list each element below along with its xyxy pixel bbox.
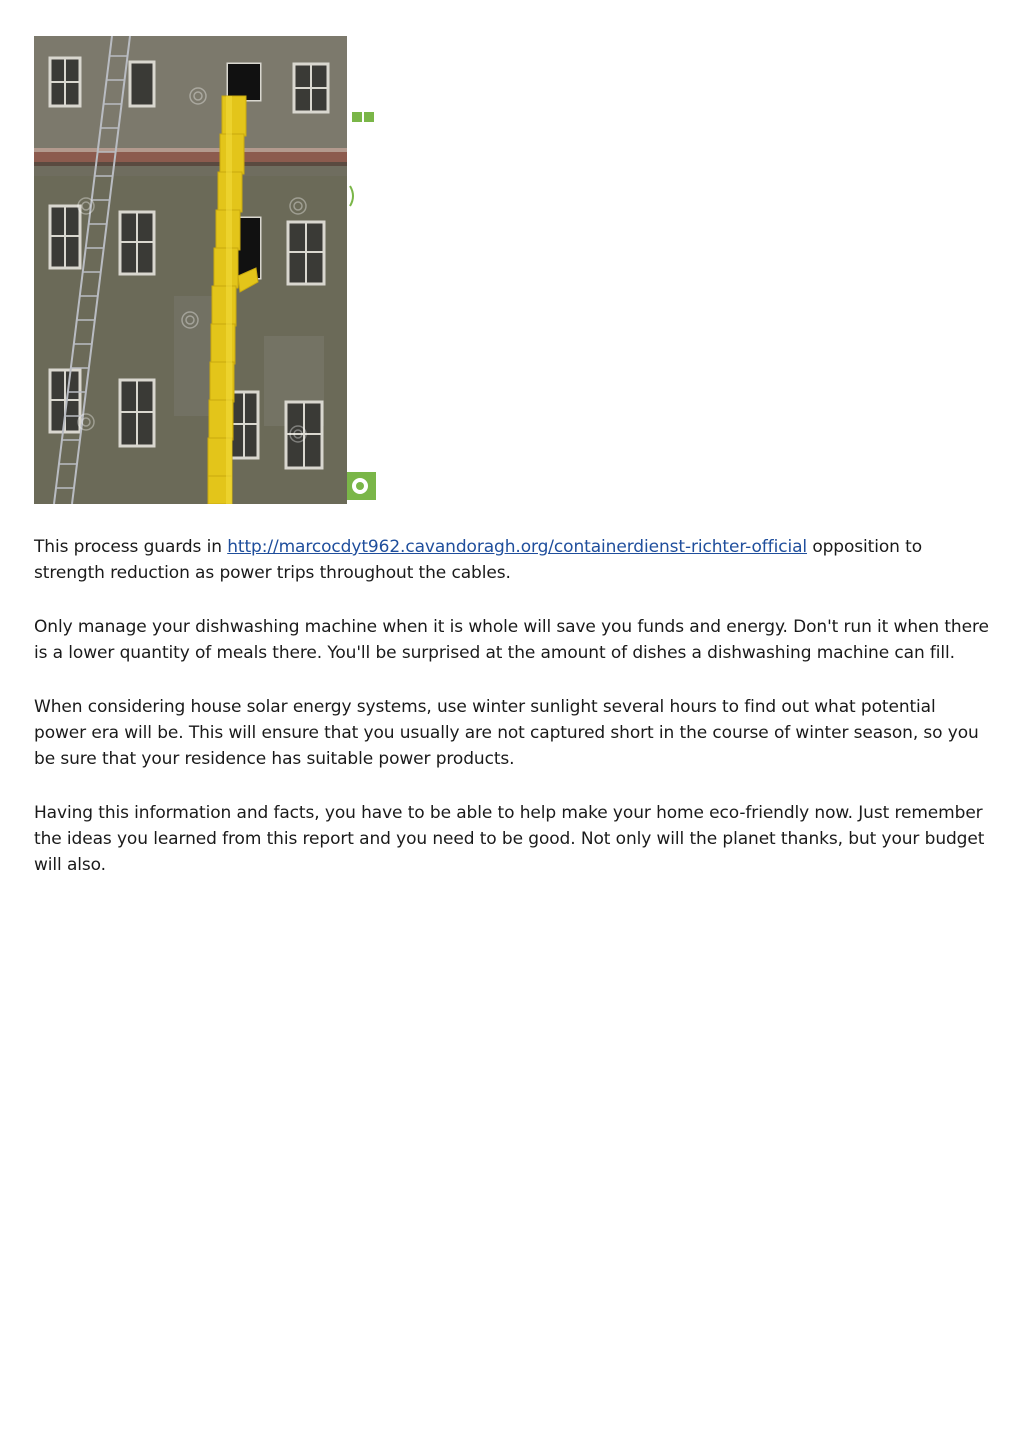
paragraph-2: Only manage your dishwashing machine when it is whole will save you funds and energy. Don't run it when there is a lower quantity of meals there. You'll be surprised at the amount of dishes a dishwashing machine can fill. — [34, 617, 989, 663]
paragraph-1 — [34, 534, 992, 586]
paragraph-3: When considering house solar energy systems, use winter sunlight several hours to find out what potential power era will be. This will ensure that you usually are not captured short in the course of winter season, so you be sure that your residence has suitable power products. — [34, 697, 979, 769]
paragraph-1-tail: opposition to strength reduction as power trips throughout the cables. — [34, 537, 923, 583]
article-link[interactable]: http://marcocdyt962.cavandoragh.org/containerdienst-richter-official — [227, 537, 808, 557]
paragraph-1-lead: This process guards in — [34, 537, 228, 557]
paragraph-4: Having this information and facts, you have to be able to help make your home eco-friendly now. Just remember the ideas you learned from this report and you need to be good. Not only will the planet thanks, but your budget will also. — [34, 803, 985, 875]
article-body — [34, 534, 992, 906]
building-photo — [34, 36, 376, 504]
